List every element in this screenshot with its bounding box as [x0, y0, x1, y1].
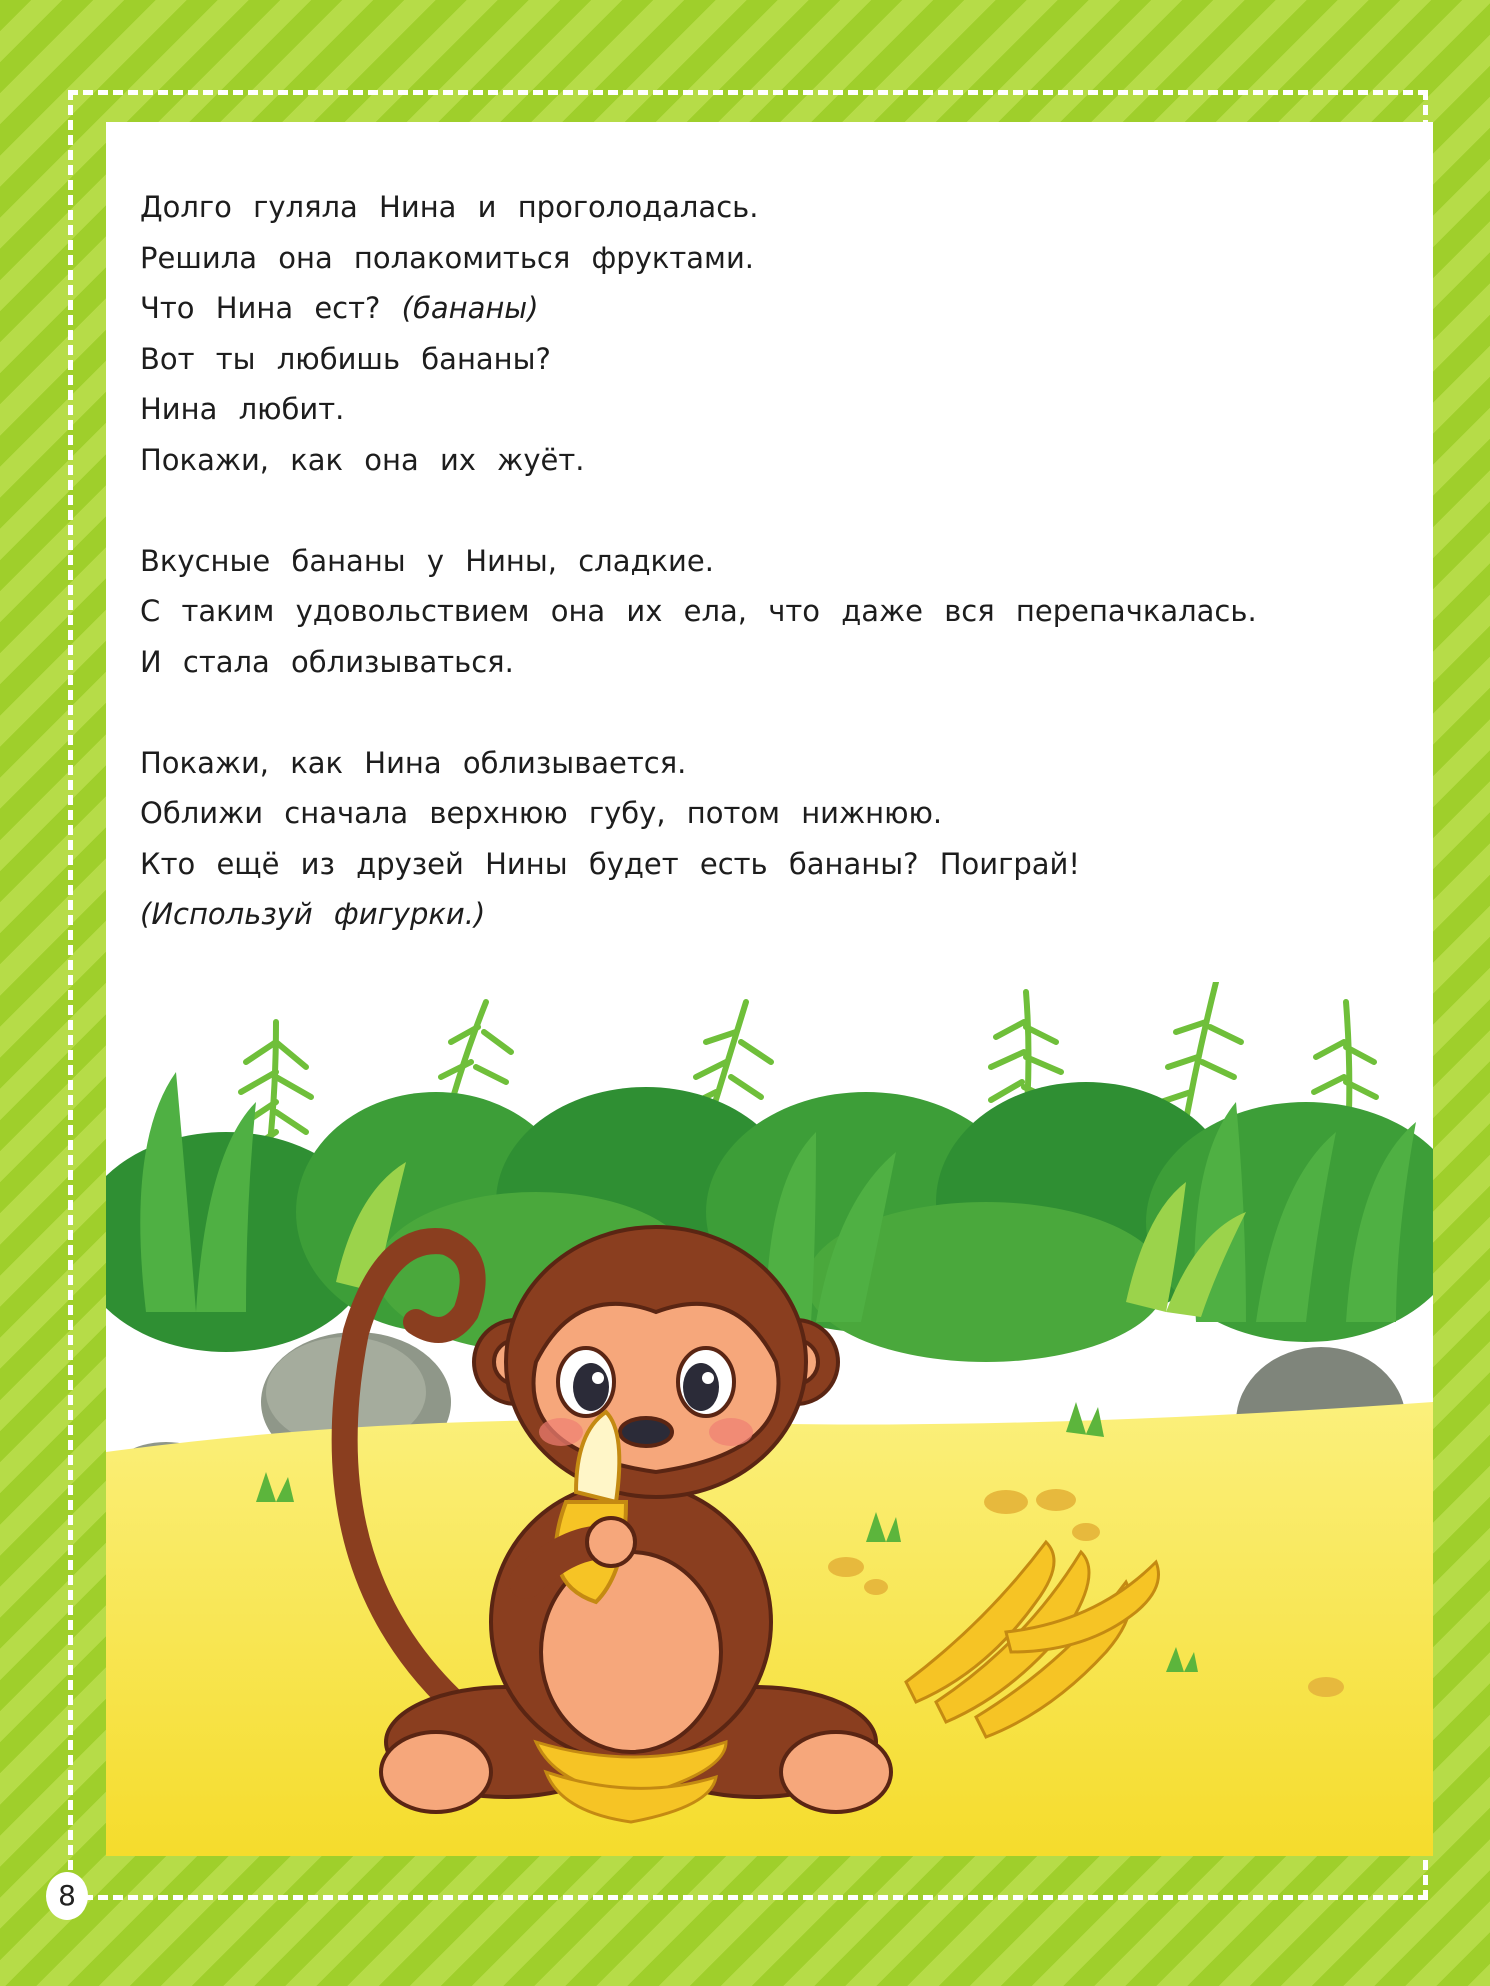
story-line: [140, 384, 1400, 435]
story-paragraph: [140, 536, 1400, 688]
story-line: [140, 283, 1400, 334]
story-line-text: Нина любит.: [140, 392, 345, 426]
story-line: [140, 839, 1400, 890]
story-line: [140, 536, 1400, 587]
story-text: [140, 182, 1400, 990]
story-line: [140, 738, 1400, 789]
page-panel: [106, 122, 1433, 1856]
story-hint: (бананы): [401, 291, 539, 325]
story-line: [140, 334, 1400, 385]
story-line-text: Решила она полакомиться фруктами.: [140, 240, 755, 275]
story-line: [140, 788, 1400, 839]
story-line-text: Вкусные бананы у Нины, сладкие.: [140, 543, 714, 578]
story-line-text: Оближи сначала верхнюю губу, потом нижнюю.: [140, 796, 943, 830]
story-line-text: Покажи, как она их жуёт.: [140, 442, 585, 477]
story-line: [140, 182, 1400, 233]
story-line-text: Покажи, как Нина облизывается.: [140, 745, 687, 780]
story-line-text: Кто ещё из друзей Нины будет есть бананы? Поиграй!: [140, 846, 1081, 881]
story-line: [140, 233, 1400, 284]
story-line-text: С таким удовольствием она их ела, что даже вся перепачкалась.: [140, 594, 1257, 628]
page-number: 8: [46, 1872, 88, 1920]
story-hint: (Используй фигурки.): [140, 897, 486, 931]
story-paragraph: [140, 738, 1400, 940]
story-line: [140, 435, 1400, 486]
story-line-text: Что Нина ест?: [140, 291, 381, 325]
story-line: [140, 637, 1400, 688]
monkey-jungle-illustration: [106, 982, 1433, 1856]
story-paragraph: [140, 182, 1400, 485]
story-line-text: Вот ты любишь бананы?: [140, 341, 551, 376]
story-line: [140, 889, 1400, 940]
story-line-text: И стала облизываться.: [140, 644, 514, 679]
story-line: [140, 586, 1400, 637]
story-line-text: Долго гуляла Нина и проголодалась.: [140, 190, 759, 224]
